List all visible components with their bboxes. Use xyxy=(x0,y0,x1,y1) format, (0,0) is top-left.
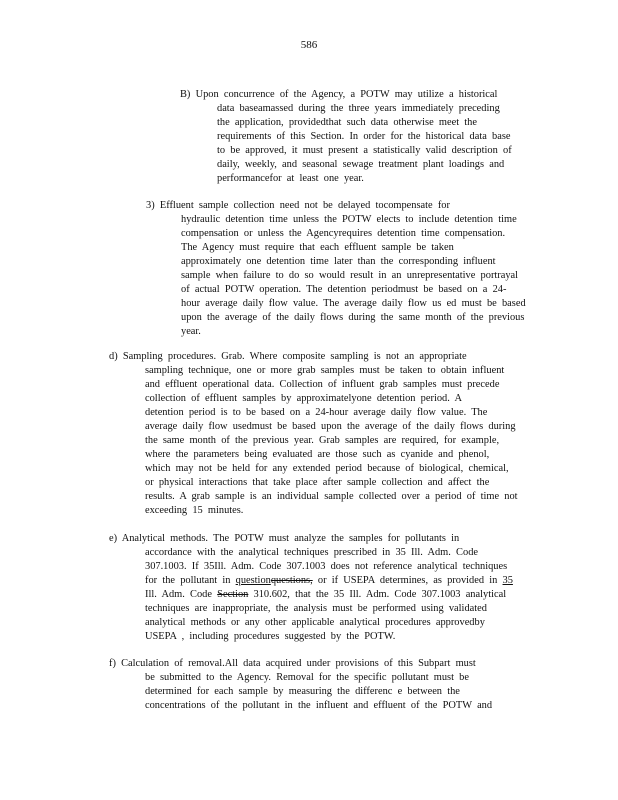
section-f-line: determined for each sample by measuring the differenc e between the xyxy=(145,686,460,697)
section-b-line: to be approved, it must present a statistically valid description of xyxy=(217,145,512,156)
deleted-text: questions, xyxy=(270,575,313,586)
section-d-line: or physical interactions that take place after sample collection and affect the xyxy=(145,477,490,488)
section-f xyxy=(109,657,476,671)
section-3-line: upon the average of the daily flows during the same month of the previous xyxy=(181,312,525,323)
inserted-text: 35 xyxy=(502,575,513,586)
section-f-line: concentrations of the pollutant in the influent and effluent of the POTW and xyxy=(145,700,493,711)
section-3-line: The Agency must require that each effluent sample be taken xyxy=(181,242,454,253)
section-b-body xyxy=(217,102,512,186)
section-e-line xyxy=(145,588,513,602)
section-b-line: the application, providedthat such data otherwise meet the xyxy=(217,117,477,128)
section-e-line: analytical methods or any other applicable analytical procedures approvedby xyxy=(145,617,485,628)
section-3-line: hydraulic detention time unless the POTW elects to include detention time xyxy=(181,214,517,225)
section-d-line: collection of effluent samples by approximatelyone detention period. A xyxy=(145,393,462,404)
section-d-line: d) Sampling procedures. Grab. Where composite sampling is not an appropriate xyxy=(109,351,467,362)
section-3-line: hour average daily flow value. The average daily flow us ed must be based xyxy=(181,298,526,309)
text-span: or if USEPA determines, as provided in xyxy=(312,575,503,586)
section-e-line: accordance with the analytical techniques prescribed in 35 Ill. Adm. Code xyxy=(145,547,478,558)
section-d-line: detention period is to be based on a 24-hour average daily flow value. The xyxy=(145,407,488,418)
section-e-line: techniques are inappropriate, the analysis must be performed using validated xyxy=(145,603,487,614)
section-3-line: of actual POTW operation. The detention periodmust be based on a 24- xyxy=(181,284,507,295)
section-3-line: compensation or unless the Agencyrequires detention time compensation. xyxy=(181,228,506,239)
section-3 xyxy=(146,199,450,213)
page-number: 586 xyxy=(300,39,318,51)
section-b-line: daily, weekly, and seasonal sewage treatment plant loadings and xyxy=(217,159,505,170)
section-d-line: sampling technique, one or more grab samples must be taken to obtain influent xyxy=(145,365,505,376)
section-d xyxy=(109,350,467,364)
section-e xyxy=(109,532,459,546)
section-d-line: where the parameters being evaluated are those such as cyanide and phenol, xyxy=(145,449,490,460)
section-d-line: exceeding 15 minutes. xyxy=(145,505,244,516)
text-span: for the pollutant in xyxy=(145,575,236,586)
section-b-line: requirements of this Section. In order for the historical data base xyxy=(217,131,511,142)
section-e-line xyxy=(145,574,513,588)
section-e-line: e) Analytical methods. The POTW must analyze the samples for pollutants in xyxy=(109,533,460,544)
section-f-line: f) Calculation of removal.All data acquired under provisions of this Subpart must xyxy=(109,658,476,669)
section-d-line: the same month of the previous year. Grab samples are required, for example, xyxy=(145,435,500,446)
section-e-body xyxy=(145,546,513,644)
section-e-line: USEPA , including procedures suggested by the POTW. xyxy=(145,631,396,642)
section-b xyxy=(180,88,497,102)
section-d-line: and effluent operational data. Collection of influent grab samples must precede xyxy=(145,379,500,390)
section-f-line: be submitted to the Agency. Removal for the specific pollutant must be xyxy=(145,672,469,683)
text-span: Ill. Adm. Code xyxy=(145,589,218,600)
section-d-line: results. A grab sample is an individual sample collected over a period of time not xyxy=(145,491,518,502)
section-b-line: performancefor at least one year. xyxy=(217,173,364,184)
section-b-line: data baseamassed during the three years immediately preceding xyxy=(217,103,500,114)
section-3-line: 3) Effluent sample collection need not be delayed tocompensate for xyxy=(146,200,450,211)
section-d-body xyxy=(145,364,518,518)
section-3-line: approximately one detention time later than the corresponding influent xyxy=(181,256,496,267)
section-d-line: average daily flow usedmust be based upon the average of the daily flows during xyxy=(145,421,516,432)
section-3-line: sample when failure to do so would result in an unrepresentative portrayal xyxy=(181,270,519,281)
section-3-body xyxy=(181,213,526,339)
inserted-text: question xyxy=(235,575,271,586)
section-e-line: 307.1003. If 35Ill. Adm. Code 307.1003 does not reference analytical techniques xyxy=(145,561,508,572)
section-f-body xyxy=(145,671,492,713)
section-b-line: B) Upon concurrence of the Agency, a POTW may utilize a historical xyxy=(180,89,498,100)
deleted-text: Section xyxy=(217,589,249,600)
text-span: 310.602, that the 35 Ill. Adm. Code 307.1003 analytical xyxy=(248,589,507,600)
section-d-line: which may not be held for any extended period because of biological, chemical, xyxy=(145,463,509,474)
section-3-line: year. xyxy=(181,326,201,337)
